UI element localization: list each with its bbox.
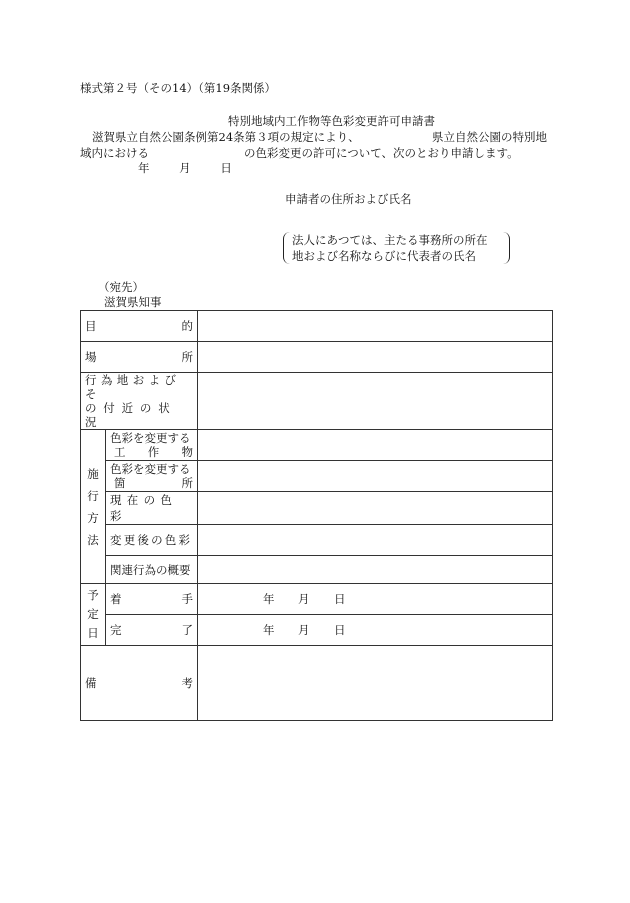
method-group-label <box>81 430 106 584</box>
table-row <box>81 646 553 721</box>
new-color-text: 変更後の色彩 <box>110 533 193 547</box>
table-row <box>81 373 553 430</box>
schedule-group-label <box>81 584 106 646</box>
location-line1: 色彩を変更する <box>110 462 191 476</box>
method-char: 施 <box>87 466 99 481</box>
remarks-char: 備 <box>85 676 97 690</box>
start-date-field[interactable] <box>198 584 553 615</box>
related-acts-label <box>106 556 198 584</box>
start-char: 着 <box>110 592 122 606</box>
document-title: 特別地域内工作物等色彩変更許可申請書 <box>228 114 435 128</box>
corporate-note <box>283 232 510 264</box>
structure-field[interactable] <box>198 430 553 461</box>
complete-char: 完 <box>110 623 122 637</box>
application-date <box>138 160 258 176</box>
current-color-field[interactable] <box>198 492 553 525</box>
start-year: 年 <box>263 592 275 606</box>
structure-char: 作 <box>147 445 160 459</box>
date-day: 日 <box>220 161 232 175</box>
body-text-line1a: 滋賀県立自然公園条例第24条第３項の規定により、 <box>92 130 360 144</box>
start-char: 手 <box>181 592 193 606</box>
schedule-char: 日 <box>87 626 99 640</box>
table-row <box>81 584 553 615</box>
table-row <box>81 430 553 461</box>
corporate-note-line1: 法人にあつては、主たる事務所の所在 <box>292 233 488 247</box>
form-number: 様式第２号（その14）（第19条関係） <box>80 81 277 95</box>
place-field[interactable] <box>198 342 553 373</box>
table-row <box>81 492 553 525</box>
complete-year: 年 <box>263 623 275 637</box>
table-row <box>81 615 553 646</box>
place-char: 所 <box>181 350 193 364</box>
table-row <box>81 556 553 584</box>
corporate-note-line2: 地および名称ならびに代表者の氏名 <box>292 249 476 263</box>
governor-label: 滋賀県知事 <box>104 295 162 309</box>
place-label <box>81 342 198 373</box>
structure-char: 工 <box>114 445 126 459</box>
method-char: 法 <box>87 532 99 547</box>
start-month: 月 <box>298 592 310 606</box>
table-row <box>81 525 553 556</box>
body-text-line2a: 域内における <box>80 146 149 160</box>
related-acts-field[interactable] <box>198 556 553 584</box>
complete-label <box>106 615 198 646</box>
structure-char: 物 <box>181 445 193 459</box>
current-color-label <box>106 492 198 525</box>
structure-label <box>106 430 198 461</box>
place-char: 場 <box>85 350 97 364</box>
applicant-label: 申請者の住所および氏名 <box>285 192 412 206</box>
purpose-char: 目 <box>85 319 97 333</box>
related-acts-text: 関連行為の概要 <box>110 562 191 577</box>
surroundings-field[interactable] <box>198 373 553 430</box>
application-table <box>80 310 553 721</box>
remarks-field[interactable] <box>198 646 553 721</box>
complete-char: 了 <box>181 623 193 637</box>
new-color-label <box>106 525 198 556</box>
date-year: 年 <box>138 161 150 175</box>
method-char: 方 <box>87 510 99 525</box>
schedule-char: 予 <box>87 588 99 602</box>
purpose-field[interactable] <box>198 311 553 342</box>
date-month: 月 <box>179 161 191 175</box>
location-label <box>106 461 198 492</box>
body-text-line2b: の色彩変更の許可について、次のとおり申請します。 <box>244 146 519 160</box>
remarks-char: 考 <box>181 676 193 690</box>
start-day: 日 <box>334 592 346 606</box>
purpose-label <box>81 311 198 342</box>
table-row <box>81 311 553 342</box>
surroundings-line1: 行為地およびそ <box>85 373 181 401</box>
complete-month: 月 <box>298 623 310 637</box>
location-field[interactable] <box>198 461 553 492</box>
purpose-char: 的 <box>181 319 193 333</box>
location-char: 箇 <box>114 476 126 490</box>
current-color-text: 現在の色彩 <box>110 493 178 523</box>
schedule-char: 定 <box>87 607 99 621</box>
complete-date-field[interactable] <box>198 615 553 646</box>
structure-line1: 色彩を変更する <box>110 431 191 445</box>
new-color-field[interactable] <box>198 525 553 556</box>
complete-day: 日 <box>334 623 346 637</box>
surroundings-label <box>81 373 198 430</box>
body-text-line1b: 県立自然公園の特別地 <box>432 130 547 144</box>
location-char: 所 <box>181 476 193 490</box>
start-label <box>106 584 198 615</box>
table-row <box>81 342 553 373</box>
addressee-label: （宛先） <box>98 280 144 294</box>
method-char: 行 <box>87 488 99 503</box>
table-row <box>81 461 553 492</box>
remarks-label <box>81 646 198 721</box>
surroundings-line2: の付近の状況 <box>85 401 177 429</box>
